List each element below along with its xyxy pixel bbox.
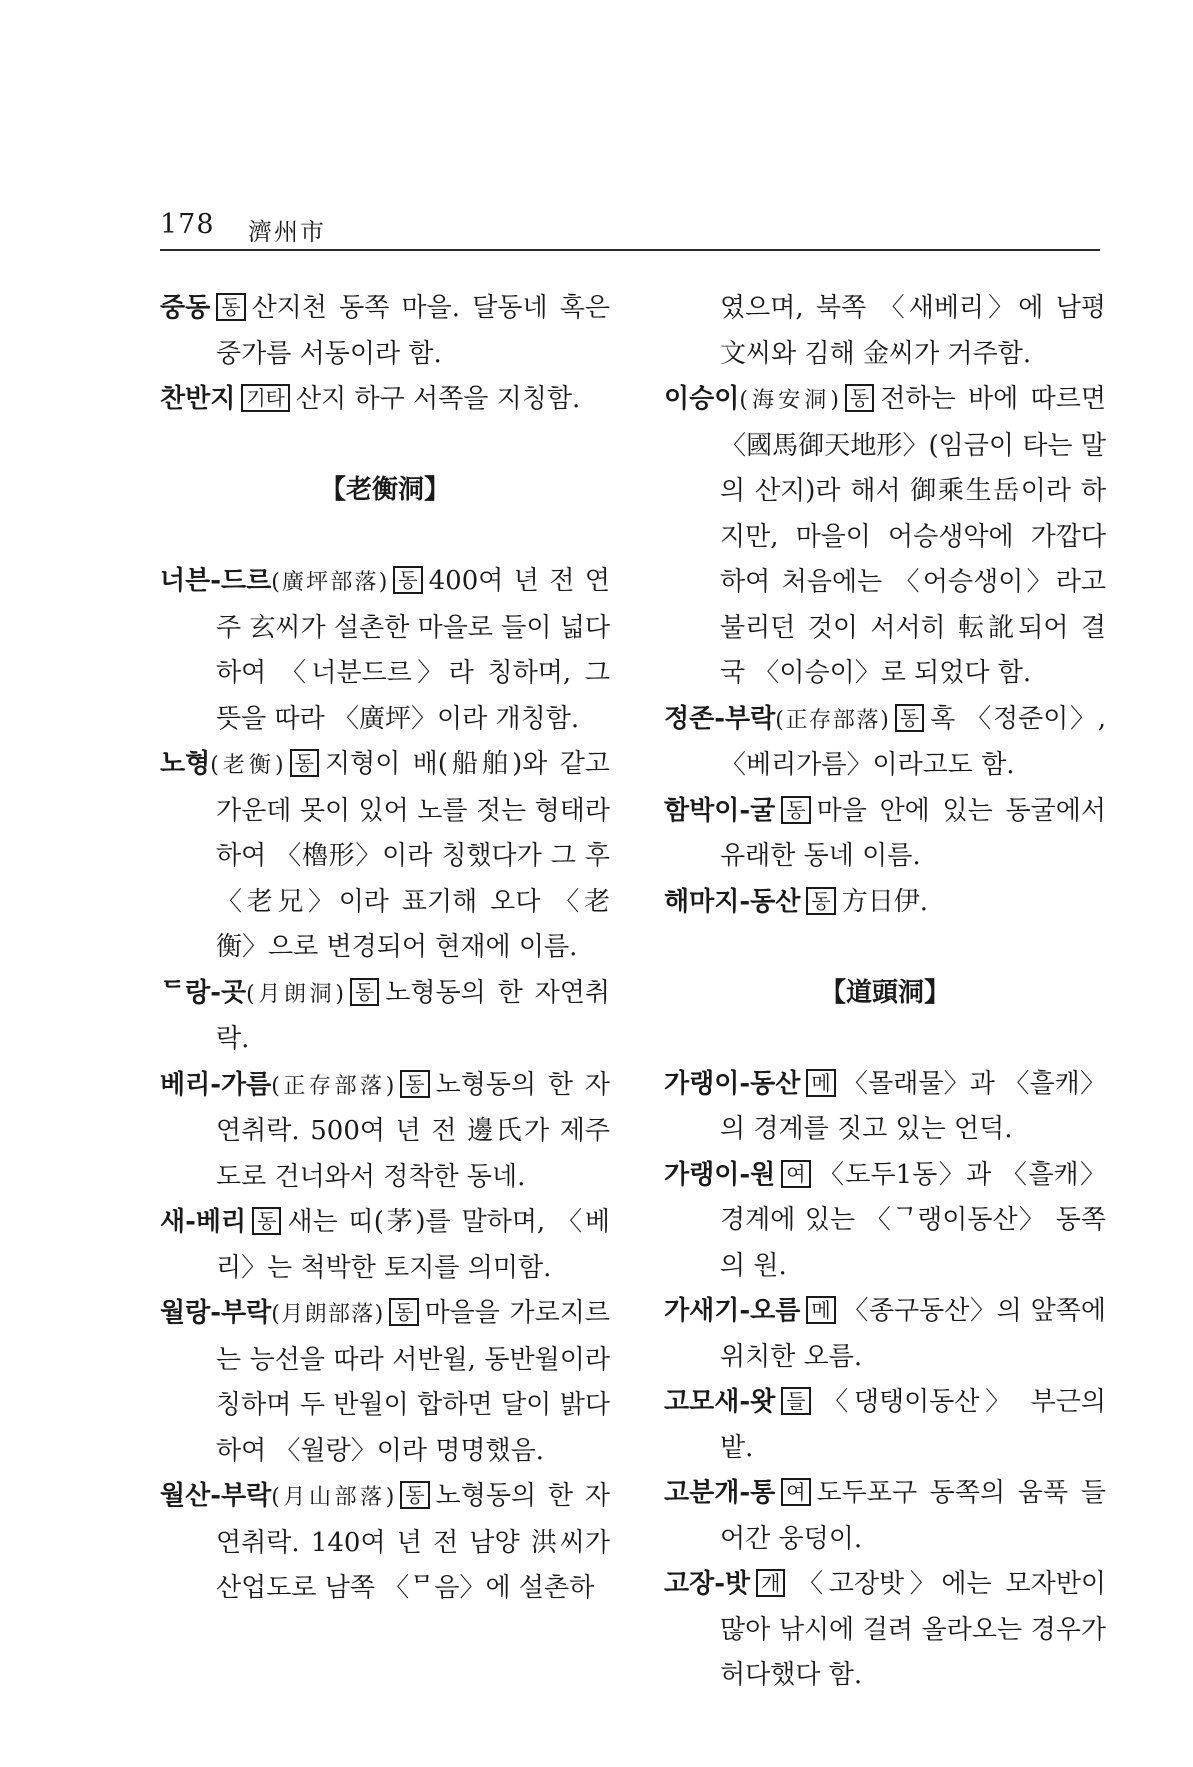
entry-hanja-note: (正存部落): [775, 707, 889, 733]
entry-text: 〈도두1동〉과 〈흘캐〉 경계에 있는 〈ᄀ랭이동산〉 동쪽의 원.: [720, 1159, 1106, 1281]
entry-text: 노형동의 한 자연취락. 140여 년 전 남양 洪씨가 산업도로 남쪽 〈ᄆ음〉에 설촌하: [216, 1481, 610, 1603]
category-tag: 여: [781, 1160, 810, 1188]
entry-headword: 해마지-동산: [664, 886, 801, 917]
dictionary-entry: [160, 1200, 610, 1291]
category-tag: 기타: [241, 384, 290, 412]
category-tag: 동: [252, 1207, 281, 1235]
entry-hanja-note: (正存部落): [271, 1073, 395, 1099]
category-tag: 메: [806, 1296, 835, 1324]
page-number: 178: [160, 209, 215, 240]
entry-headword: 새-베리: [160, 1207, 247, 1237]
entry-text: 〈종구동산〉의 앞쪽에 위치한 오름.: [720, 1296, 1106, 1372]
book-title: 濟州市: [248, 218, 326, 246]
category-tag: 동: [895, 704, 924, 732]
category-tag: 동: [400, 1070, 429, 1098]
dictionary-entry: [160, 286, 610, 377]
section-spacer: [664, 925, 1106, 971]
entry-hanja-note: (廣坪部落): [271, 570, 388, 595]
category-tag: 메: [806, 1069, 835, 1097]
dictionary-entry: [664, 1562, 1106, 1699]
entry-headword: 이승이: [664, 384, 740, 414]
entry-headword: 가새기-오름: [664, 1296, 801, 1326]
entry-headword: 함박이-굴: [664, 795, 776, 826]
entry-text: 도두포구 동쪽의 움푹 들어간 웅덩이.: [720, 1478, 1106, 1554]
left-column: [160, 286, 610, 1612]
entry-hanja-note: (月山部落): [271, 1485, 395, 1510]
category-tag: 동: [400, 1481, 429, 1509]
entry-text: 새는 띠(茅)를 말하며, 〈베리〉는 척박한 토지를 의미함.: [216, 1207, 610, 1283]
category-tag: 동: [393, 566, 422, 594]
dictionary-entry: [664, 1289, 1106, 1380]
entry-text: 였으며, 북쪽 〈새베리〉에 남평 文씨와 김해 金씨가 거주함.: [720, 293, 1106, 369]
entry-headword: 노형: [160, 749, 211, 779]
section-spacer: [160, 423, 610, 469]
category-tag: 들: [781, 1387, 810, 1415]
section-spacer: [160, 514, 610, 560]
dictionary-entry: [664, 1153, 1106, 1290]
category-tag: 동: [290, 749, 319, 777]
dictionary-entry: [160, 1291, 610, 1474]
entry-headword: ᄃ랑-곳: [160, 977, 247, 1008]
entry-text: 〈댕탱이동산〉 부근의 밭.: [720, 1387, 1106, 1463]
section-spacer: [664, 1016, 1106, 1062]
dictionary-entry: [664, 789, 1106, 880]
entry-hanja-note: (海安洞): [739, 388, 839, 413]
dictionary-entry: [664, 1380, 1106, 1471]
category-tag: 동: [350, 978, 379, 1006]
dictionary-entry: [160, 1063, 610, 1201]
entry-continuation: [664, 286, 1106, 377]
dictionary-entry: [664, 1471, 1106, 1562]
entry-headword: 월랑-부락: [160, 1298, 272, 1328]
entry-text: 方日伊.: [841, 886, 928, 917]
entry-text: 노형동의 한 자연취락.: [216, 977, 610, 1054]
category-tag: 동: [845, 384, 874, 412]
entry-headword: 가랭이-동산: [664, 1068, 801, 1099]
entry-hanja-note: (老衡): [210, 753, 284, 778]
dictionary-entry: [664, 880, 1106, 926]
entry-headword: 중동: [160, 293, 211, 323]
category-tag: 동: [806, 887, 835, 915]
entry-headword: 고장-밧: [664, 1569, 751, 1599]
entry-text: 전하는 바에 따르면 〈國馬御天地形〉(임금이 타는 말의 산지)라 해서 御乘生岳이라 하지만, 마을이 어승생악에 가깝다 하여 처음에는 〈어승생이〉라고 불리던 것이 서서히 転訛되어 결국 〈이승이〉로 되었다 함.: [720, 384, 1106, 688]
entry-text: 마을을 가로지르는 능선을 따라 서반월, 동반월이라 칭하며 두 반월이 합하면 달이 밝다 하여 〈월랑〉이라 명명했음.: [216, 1298, 610, 1466]
category-tag: 개: [756, 1569, 785, 1597]
page-header: [160, 209, 1100, 251]
entry-hanja-note: (月朗洞): [246, 981, 344, 1007]
entry-text: 〈몰래물〉과 〈흘캐〉의 경계를 짓고 있는 언덕.: [720, 1068, 1106, 1144]
entry-text: 400여 년 전 연주 玄씨가 설촌한 마을로 들이 넓다하여 〈너분드르〉라 칭하며, 그 뜻을 따라 〈廣坪〉이라 개칭함.: [216, 566, 610, 734]
entry-text: 노형동의 한 자연취락. 500여 년 전 邊氏가 제주도로 건너와서 정착한 동네.: [216, 1069, 610, 1192]
section-title: 【道頭洞】: [819, 977, 950, 1008]
dictionary-entry: [160, 742, 610, 971]
entry-headword: 고분개-통: [664, 1478, 776, 1508]
dictionary-entry: [160, 971, 610, 1063]
entry-headword: 월산-부락: [160, 1481, 272, 1511]
category-tag: 여: [781, 1478, 810, 1506]
entry-headword: 찬반지: [160, 384, 236, 414]
dictionary-entry: [664, 377, 1106, 697]
entry-text: 마을 안에 있는 동굴에서 유래한 동네 이름.: [720, 795, 1106, 871]
entry-text: 산지 하구 서쪽을 지칭함.: [296, 384, 581, 414]
dictionary-entry: [664, 1062, 1106, 1153]
right-column: [664, 286, 1106, 1699]
entry-text: 〈고장밧〉에는 모자반이 많아 낚시에 걸려 올라오는 경우가 허다했다 함.: [720, 1569, 1106, 1690]
category-tag: 동: [781, 796, 810, 824]
entry-headword: 가랭이-원: [664, 1159, 776, 1190]
category-tag: 동: [389, 1298, 418, 1326]
entry-headword: 고모새-왓: [664, 1387, 776, 1417]
section-title: 【老衡洞】: [319, 475, 450, 505]
dictionary-entry: [160, 1474, 610, 1612]
entry-hanja-note: (月朗部落): [271, 1302, 384, 1327]
entry-text: 산지천 동쪽 마을. 달동네 혹은 중가름 서동이라 함.: [216, 293, 610, 369]
entry-headword: 정존-부락: [664, 703, 776, 734]
dictionary-entry: [160, 377, 610, 423]
dictionary-entry: [664, 697, 1106, 789]
dictionary-entry: [160, 559, 610, 742]
entry-text: 혹 〈정준이〉, 〈베리가름〉이라고도 함.: [720, 703, 1106, 780]
entry-headword: 너븐-드르: [160, 566, 272, 596]
entry-text: 지형이 배(船舶)와 같고 가운데 못이 있어 노를 젓는 형태라 하여 〈櫓形〉이라 칭했다가 그 후 〈老兄〉이라 표기해 오다 〈老衡〉으로 변경되어 현재에 이름.: [216, 749, 610, 962]
entry-headword: 베리-가름: [160, 1069, 272, 1100]
category-tag: 동: [216, 293, 245, 321]
